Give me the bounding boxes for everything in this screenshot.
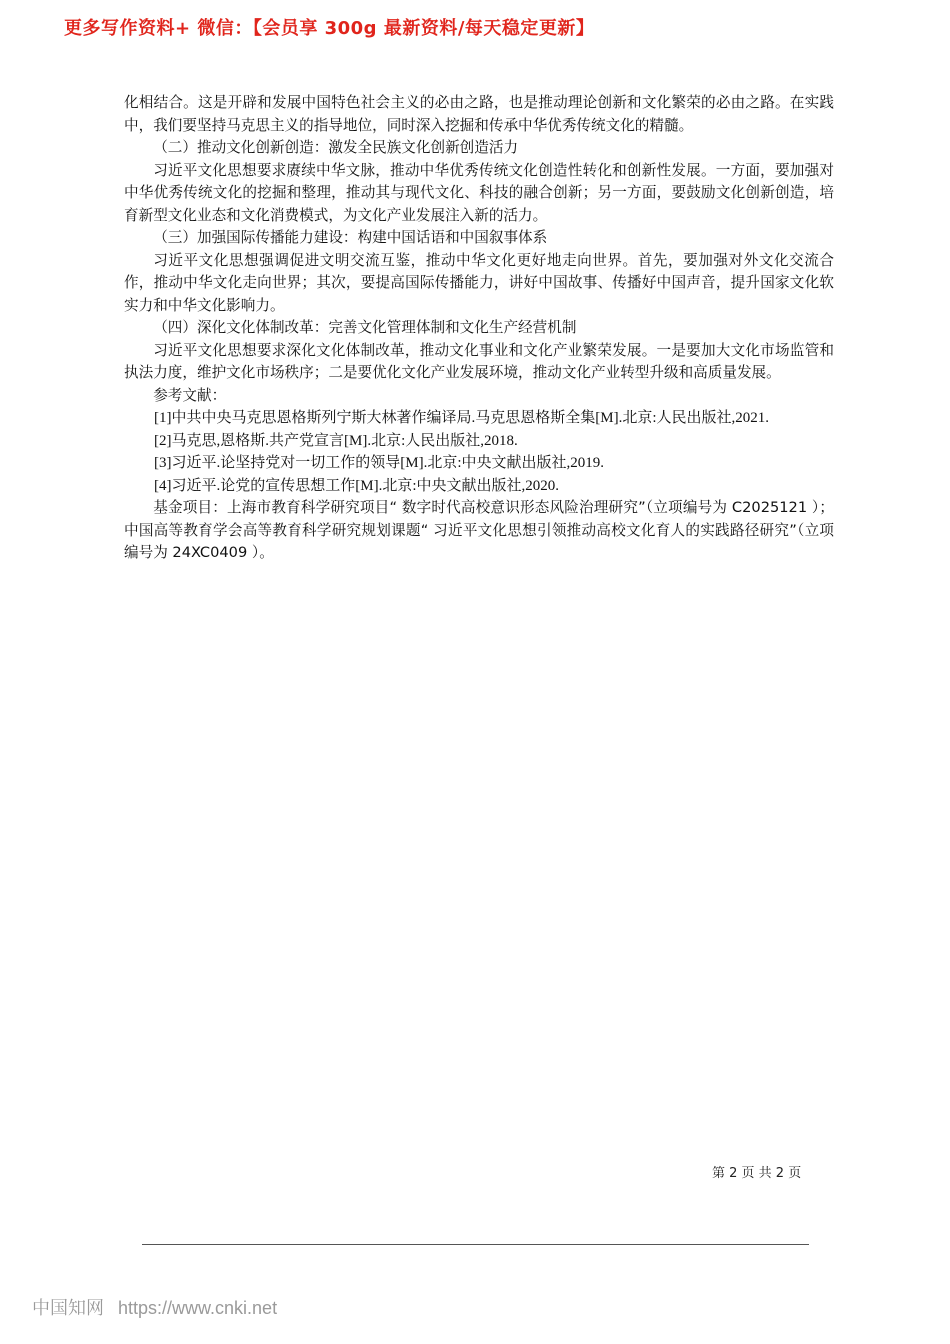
paragraph-intro: 化相结合。这是开辟和发展中国特色社会主义的必由之路，也是推动理论创新和文化繁荣的必由之路。在实践中，我们要坚持马克思主义的指导地位，同时深入挖掘和传承中华优秀传统文化的精髓。 (124, 94, 834, 134)
paragraph-section-2: 习近平文化思想要求赓续中华文脉，推动中华优秀传统文化创造性转化和创新性发展。一方面，要加强对中华优秀传统文化的挖掘和整理，推动其与现代文化、科技的融合创新；另一方面，要鼓励文化创新创造，培育新型文化业态和文化消费模式，为文化产业发展注入新的活力。 (124, 161, 834, 224)
paragraph-section-4: 习近平文化思想要求深化文化体制改革，推动文化事业和文化产业繁荣发展。一是要加大文化市场监管和执法力度，维护文化市场秩序；二是要优化文化产业发展环境，推动文化产业转型升级和高质量发展。 (124, 341, 834, 381)
references-heading: 参考文献： (153, 386, 227, 404)
reference-item: [4]习近平.论党的宣传思想工作[M].北京:中央文献出版社,2020. (154, 477, 559, 494)
cnki-watermark (32, 1294, 277, 1320)
document-body (124, 92, 834, 565)
section-heading-4: （四）深化文化体制改革：完善文化管理体制和文化生产经营机制 (153, 319, 577, 336)
footer-divider (142, 1244, 809, 1245)
reference-item: [2]马克思,恩格斯.共产党宣言[M].北京:人民出版社,2018. (154, 432, 518, 449)
section-heading-2: （二）推动文化创新创造：激发全民族文化创新创造活力 (153, 139, 519, 156)
reference-item: [3]习近平.论坚持党对一切工作的领导[M].北京:中央文献出版社,2019. (154, 455, 604, 471)
watermark-url: https://www.cnki.net (118, 1298, 278, 1318)
reference-item: [1]中共中央马克思恩格斯列宁斯大林著作编译局.马克思恩格斯全集[M].北京:人民出版社,2021. (154, 410, 769, 426)
watermark-name: 中国知网 (32, 1298, 104, 1318)
section-heading-3: （三）加强国际传播能力建设：构建中国话语和中国叙事体系 (153, 229, 548, 246)
funding-note: 基金项目：上海市教育科学研究项目“ 数字时代高校意识形态风险治理研究”（立项编号为 C2025121 ）；中国高等教育学会高等教育科学研究规划课题“ 习近平文化思想引领推动高校文化育人的实践路径研究”（立项编号为 24XC0409 ）。 (124, 499, 834, 561)
paragraph-section-3: 习近平文化思想强调促进文明交流互鉴，推动中华文化更好地走向世界。首先，要加强对外文化交流合作，推动中华文化走向世界；其次，要提高国际传播能力，讲好中国故事、传播好中国声音，提升国家文化软实力和中华文化影响力。 (124, 251, 834, 314)
page-number: 第 2 页 共 2 页 (712, 1166, 802, 1181)
promo-banner: 更多写作资料+ 微信：【会员享 300g 最新资料/每天稳定更新】 (64, 18, 595, 39)
